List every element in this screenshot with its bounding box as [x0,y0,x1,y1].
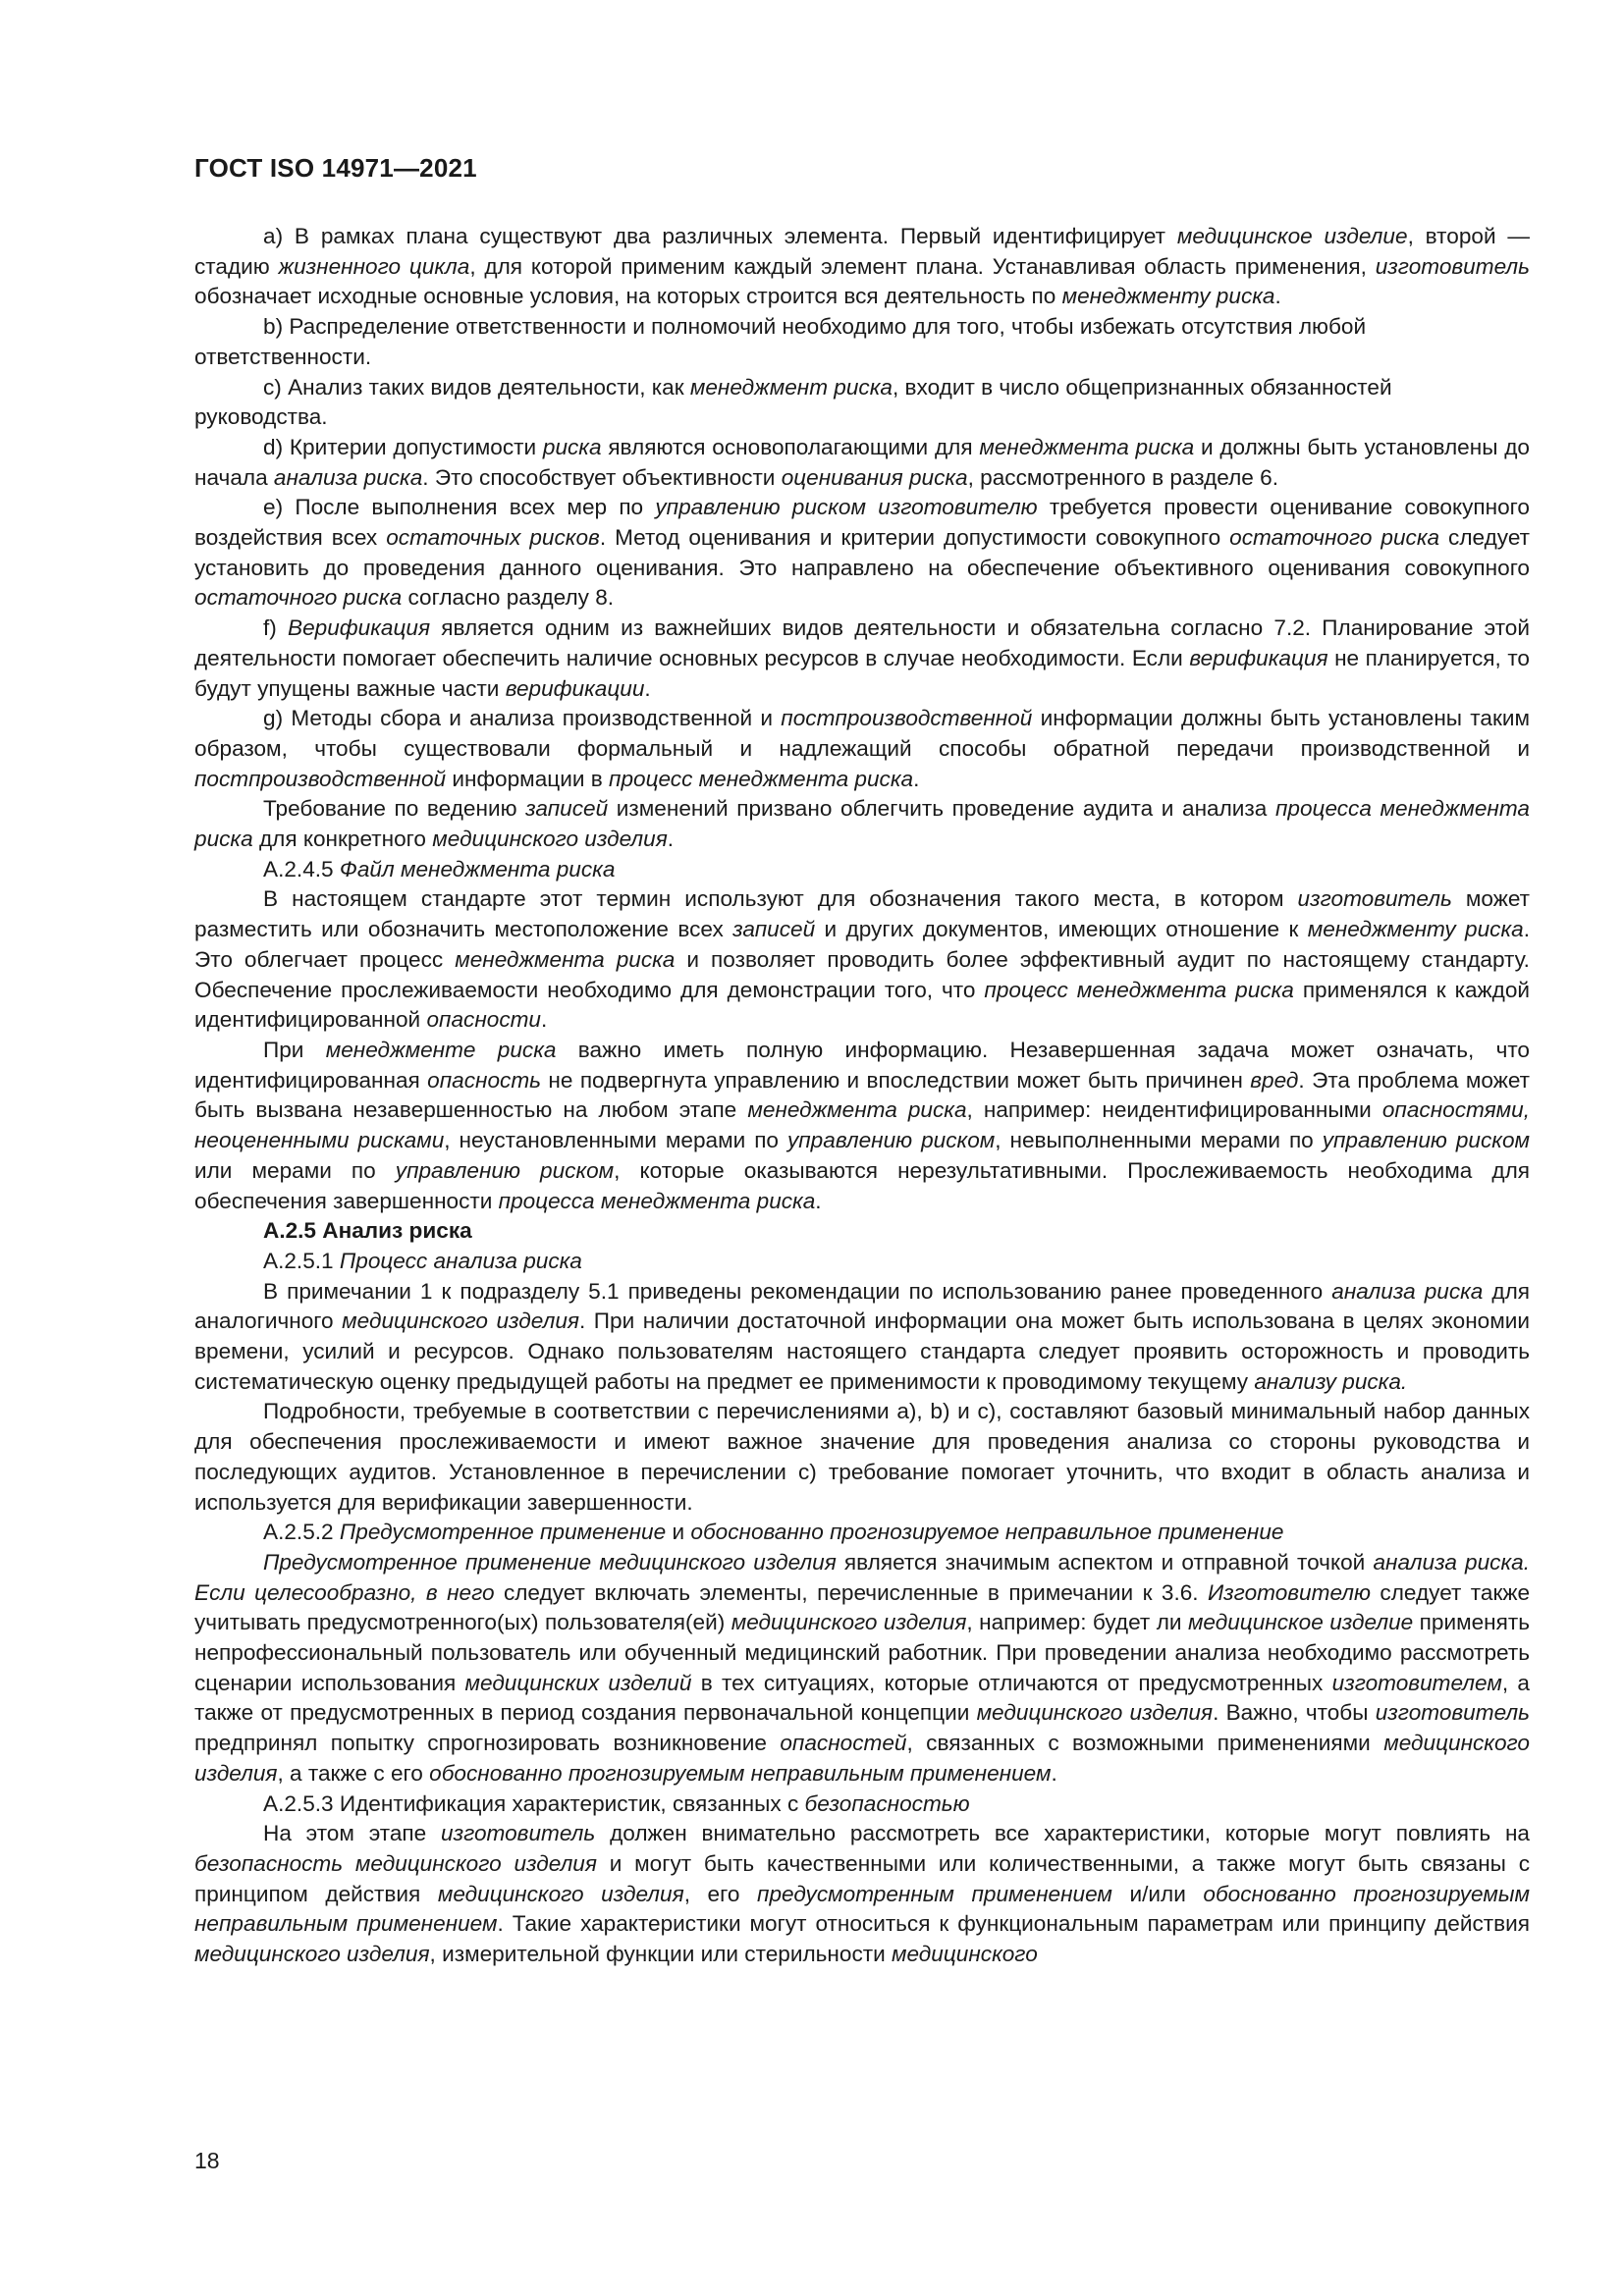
text-run: не планируется, то будут упущены важные части [194,645,1530,701]
italic-term: изготовитель [1375,253,1531,279]
text-run: , например: будет ли [966,1610,1188,1635]
text-run: или мерами по [194,1157,396,1183]
text-run: . [815,1188,822,1213]
text-run: . Эта проблема может быть вызвана незавершенностью на любом этапе [194,1067,1530,1123]
italic-term: процесса менеджмента риска [194,796,1530,852]
text-run: , для которой применим каждый элемент плана. Устанавливая область применения, [469,253,1376,279]
text-run: . Важно, чтобы [1213,1700,1376,1726]
text-run: На этом этапе [263,1821,442,1846]
italic-term: обоснованно прогнозируемым неправильным применением [194,1881,1530,1937]
italic-term: процесса менеджмента риска [498,1188,816,1213]
text-run: . Такие характеристики могут относиться к функциональным параметрам или принципу действия [497,1911,1530,1937]
italic-term: обоснованно прогнозируемым неправильным применением [429,1760,1052,1786]
italic-term: записей [525,796,609,822]
text-run: важно иметь полную информацию. Незавершенная задача может означать, что идентифицированная [194,1037,1530,1093]
text-run: A.2.5 Анализ риска [263,1218,472,1244]
text-run: и могут быть качественными или количественными, а также могут быть связаны с принципом действия [194,1850,1530,1906]
italic-term: управлению риском [786,1128,996,1153]
italic-term: менеджменту риска [1307,917,1524,942]
paragraph [194,433,1530,493]
italic-term: изготовитель [1375,1700,1531,1726]
italic-term: остаточных рисков [386,525,600,551]
italic-term: медицинского изделия [194,1942,430,1967]
text-run: в тех ситуациях, которые отличаются от предусмотренных [691,1670,1332,1695]
text-run: . [667,827,675,852]
text-run: следует включать элементы, перечисленные в примечании к 3.6. [494,1579,1209,1605]
text-run: , невыполненными мерами по [995,1128,1323,1153]
text-run: и позволяет проводить более эффективный аудит по настоящему стандарту. Обеспечение прослеживаемости необходимо для демонстрации того, что [194,946,1530,1002]
text-run: . Это облегчает процесс [194,917,1530,972]
italic-term: верификация [1189,645,1328,670]
document-header: ГОСТ ISO 14971—2021 [194,153,477,183]
text-run: требуется провести оценивание совокупного воздействия всех [194,495,1530,551]
italic-term: анализа риска [273,464,423,490]
italic-term: остаточного риска [1229,525,1440,551]
paragraph [194,1819,1530,1970]
paragraph [194,855,1530,885]
italic-term: медицинского изделия [342,1308,579,1334]
text-run: для аналогичного [194,1278,1530,1334]
paragraph [194,1216,1530,1247]
text-run: a) В рамках плана существуют два различных элемента. Первый идентифицирует [263,224,1177,248]
italic-term: постпроизводственной [781,706,1033,731]
italic-term: предусмотренным применением [757,1881,1112,1906]
text-run: d) Критерии допустимости [263,434,543,459]
italic-term: Файл менеджмента риска [339,856,616,881]
text-run: , например: неидентифицированными [966,1097,1382,1123]
italic-term: управлению риском изготовителю [655,495,1038,520]
italic-term: верификации [505,675,645,701]
italic-term: изготовитель [1297,886,1452,912]
text-run: . При наличии достаточной информации она может быть использована в целях экономии времени, усилий и ресурсов. Однако пользователям настоящего стандарта следует проявить осторожность и проводить систематическую оценку предыдущей работы на предмет ее применимости к проводимому текущему [194,1308,1531,1394]
italic-term: изготовителем [1331,1670,1502,1695]
italic-term: медицинских изделий [464,1670,692,1695]
text-run: информации в [446,766,610,791]
text-run: являются основополагающими для [601,434,980,459]
text-run: . Метод оценивания и критерии допустимости совокупного [599,525,1230,551]
paragraph [194,704,1530,794]
paragraph [194,1397,1530,1518]
text-run: A.2.5.1 [263,1248,340,1273]
italic-term: медицинское изделие [1187,1610,1414,1635]
text-run: должен внимательно рассмотреть все характеристики, которые могут повлиять на [595,1821,1530,1846]
paragraph [194,1548,1530,1789]
paragraph [194,222,1530,312]
italic-term: постпроизводственной [194,766,447,791]
italic-term: вред [1250,1067,1299,1093]
text-run: В настоящем стандарте этот термин используют для обозначения такого места, в котором [263,886,1298,912]
italic-term: менеджмента риска [979,434,1195,459]
text-run: обозначает исходные основные условия, на которых строится вся деятельность по [194,284,1062,309]
italic-term: опасностями, неоцененными рисками [194,1097,1530,1153]
italic-term: медицинское изделие [1176,224,1408,248]
text-run: и [666,1520,691,1545]
italic-term: риска [542,434,602,459]
text-run: , а также с его [277,1760,430,1786]
text-run: , рассмотренного в разделе 6. [967,464,1278,490]
text-run: . [1051,1760,1057,1786]
text-run: , входит в число общепризнанных обязанностей руководства. [194,374,1392,430]
text-run: может разместить или обозначить местоположение всех [194,886,1530,942]
text-run: следует установить до проведения данного оценивания. Это направлено на обеспечение объективного оценивания совокупного [194,525,1530,580]
text-run: , связанных с возможными применениями [906,1731,1384,1756]
paragraph [194,312,1530,372]
document-body [194,222,1530,1970]
text-run: применять непрофессиональный пользователь или обученный медицинский работник. При проведении анализа необходимо рассмотреть сценарии использования [194,1610,1531,1695]
text-run: , измерительной функции или стерильности [429,1942,892,1967]
text-run: . Это способствует объективности [422,464,782,490]
text-run: информации должны быть установлены таким образом, чтобы существовали формальный и надлежащий способы обратной передачи производственной и [194,706,1530,761]
text-run: A.2.4.5 [263,856,340,881]
text-run: предпринял попытку спрогнозировать возникновение [194,1731,781,1756]
text-run: . [644,675,651,701]
text-run: A.2.5.3 Идентификация характеристик, связанных с [263,1790,805,1816]
paragraph [194,884,1530,1036]
italic-term: опасности [426,1007,541,1033]
text-run: не подвергнута управлению и впоследствии может быть причинен [541,1067,1251,1093]
text-run: , неустановленными мерами по [444,1128,787,1153]
italic-term: менеджменту риска [1061,284,1275,309]
text-run: является значимым аспектом и отправной точкой [836,1549,1374,1575]
text-run: применялся к каждой идентифицированной [194,977,1531,1033]
page-number: 18 [194,2148,220,2173]
text-run: и/или [1111,1881,1204,1906]
text-run: e) После выполнения всех мер по [263,495,656,520]
italic-term: менеджмента риска [747,1097,967,1123]
italic-term: медицинского изделия [731,1610,967,1635]
italic-term: менеджмента риска [455,946,676,972]
paragraph [194,614,1530,704]
italic-term: обоснованно прогнозируемое неправильное применение [690,1520,1284,1545]
italic-term: медицинского изделия [194,1731,1530,1786]
italic-term: жизненного цикла [278,253,470,279]
paragraph [194,373,1530,433]
text-run: . [1274,284,1281,309]
paragraph [194,1036,1530,1216]
italic-term: медицинского [892,1942,1038,1967]
italic-term: менеджмент риска [689,374,893,400]
italic-term: изготовитель [441,1821,596,1846]
italic-term: управлению риском [1322,1128,1531,1153]
text-run: изменений призвано облегчить проведение аудита и анализа [608,796,1275,822]
italic-term: Процесс анализа риска [339,1248,582,1273]
text-run: Подробности, требуемые в соответствии с перечислениями а), b) и с), составляют базовый минимальный набор данных для обеспечения прослеживаемости и имеют важное значение для проведения анализа со стороны руководства и последующих аудитов. Установленное в перечислении с) требование помогает уточнить, что входит в область анализа и используется для верификации завершенности. [194,1399,1530,1515]
paragraph [194,794,1530,854]
text-run: и других документов, имеющих отношение к [815,917,1308,942]
italic-term: Предусмотренное применение медицинского изделия [263,1549,837,1575]
italic-term: медицинского изделия [437,1881,684,1906]
paragraph [194,1518,1530,1548]
italic-term: записей [732,917,816,942]
italic-term: оценивания риска [781,464,968,490]
italic-term: Предусмотренное применение [339,1520,667,1545]
text-run: В примечании 1 к подразделу 5.1 приведены рекомендации по использованию ранее проведенного [263,1278,1332,1304]
italic-term: Верификация [288,615,431,641]
text-run: является одним из важнейших видов деятельности и обязательна согласно 7.2. Планирование этой деятельности помогает обеспечить наличие основных ресурсов в случае необходимости. Если [194,615,1530,670]
text-run: c) Анализ таких видов деятельности, как [263,374,690,400]
text-run: для конкретного [252,827,433,852]
italic-term: Изготовителю [1208,1579,1371,1605]
text-run: При [263,1037,326,1062]
italic-term: процесс менеджмента риска [984,977,1294,1002]
paragraph [194,493,1530,614]
italic-term: анализу риска. [1254,1368,1408,1394]
italic-term: анализа риска. Если целесообразно, в него [194,1549,1530,1605]
paragraph [194,1277,1530,1398]
italic-term: опасность [427,1067,542,1093]
text-run: , а также от предусмотренных в период создания первоначальной концепции [194,1670,1530,1726]
text-run: , второй — стадию [194,224,1531,279]
text-run: Требование по ведению [263,796,526,822]
text-run: , которые оказываются нерезультативными. Прослеживаемость необходима для обеспечения завершенности [194,1157,1530,1213]
text-run: и должны быть установлены до начала [194,434,1530,490]
italic-term: безопасность медицинского изделия [194,1850,597,1876]
italic-term: медицинского изделия [432,827,668,852]
text-run: . [541,1007,548,1033]
paragraph [194,1789,1530,1820]
text-run: g) Методы сбора и анализа производственной и [263,706,782,731]
italic-term: управлению риском [395,1157,615,1183]
text-run: , его [683,1881,758,1906]
italic-term: анализа риска [1331,1278,1484,1304]
italic-term: безопасностью [804,1790,970,1816]
italic-term: процесс менеджмента риска [609,766,914,791]
paragraph [194,1247,1530,1277]
italic-term: менеджменте риска [325,1037,557,1062]
italic-term: остаточного риска [194,585,403,611]
text-run: f) [263,615,289,641]
italic-term: медицинского изделия [976,1700,1214,1726]
text-run: . [913,766,920,791]
text-run: A.2.5.2 [263,1520,340,1545]
text-run: b) Распределение ответственности и полномочий необходимо для того, чтобы избежать отсутствия любой ответственности. [194,314,1367,369]
text-run: следует также учитывать предусмотренного(ых) пользователя(ей) [194,1579,1531,1635]
italic-term: опасностей [780,1731,907,1756]
text-run: согласно разделу 8. [402,585,615,611]
